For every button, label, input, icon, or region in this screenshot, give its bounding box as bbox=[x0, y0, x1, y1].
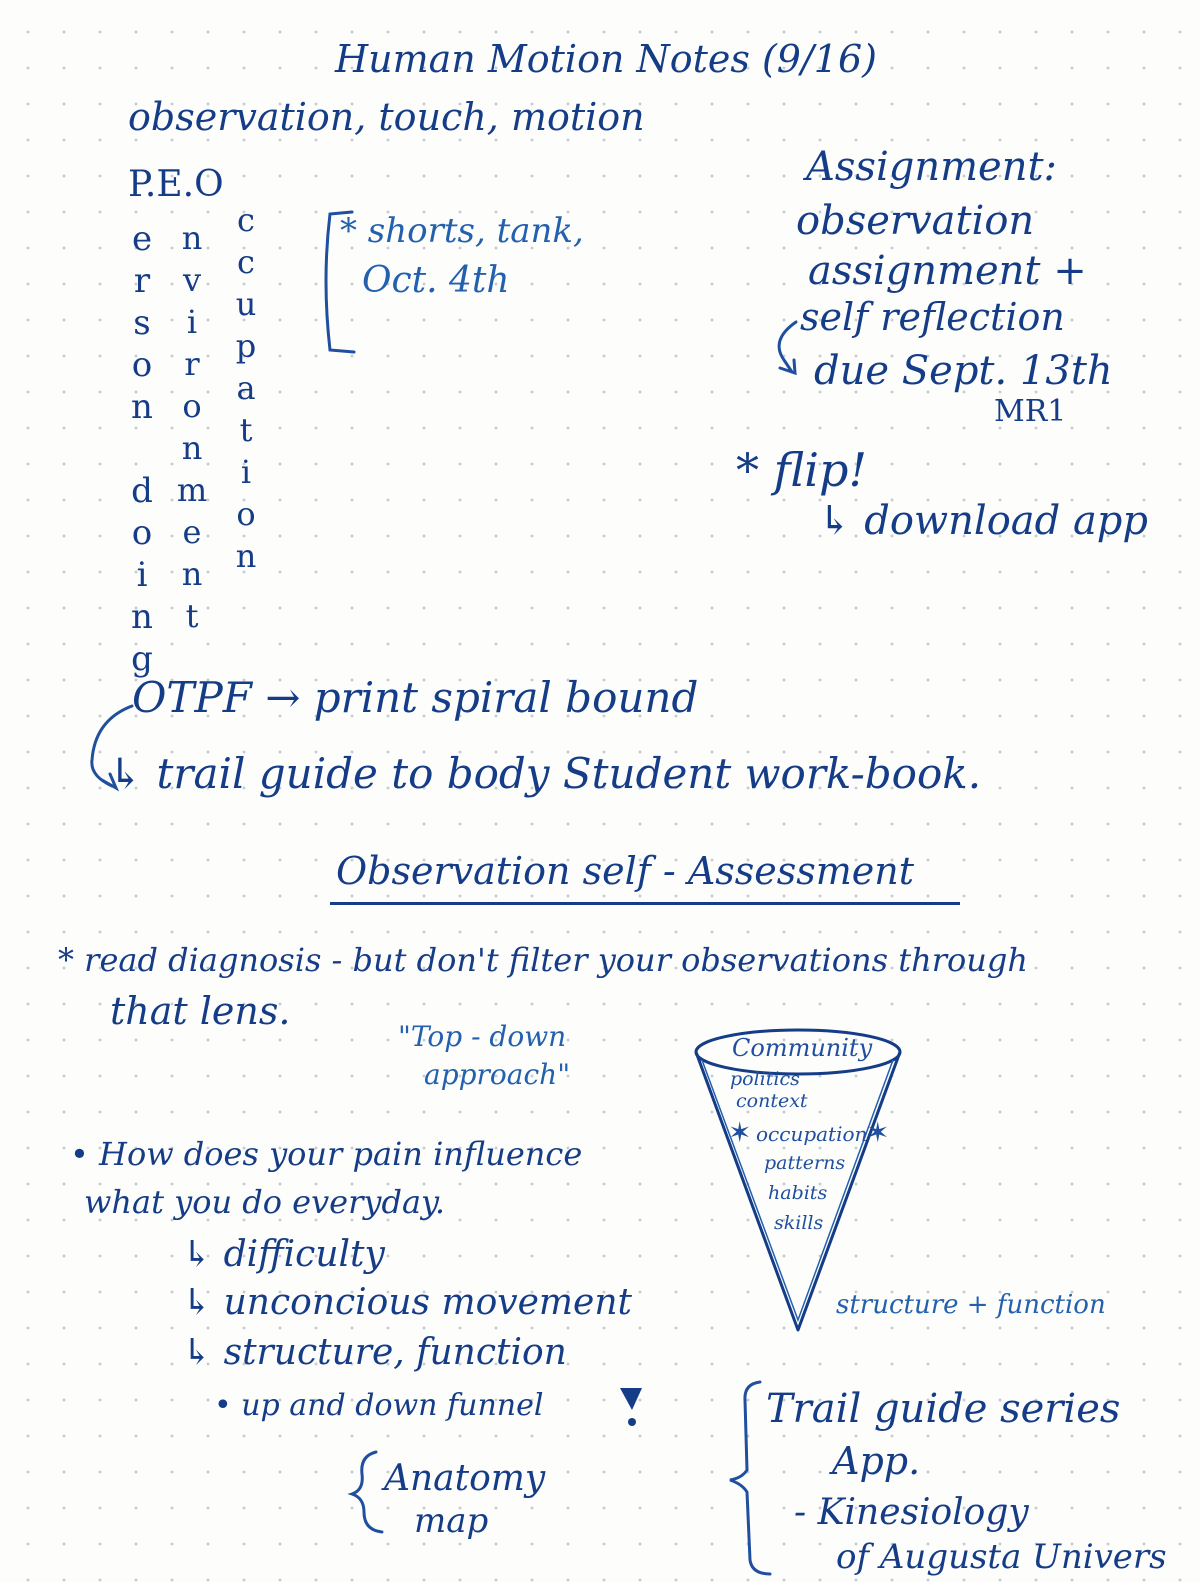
clothing-note-line1: * shorts, tank, bbox=[340, 211, 584, 251]
assignment-line4: self reflection bbox=[800, 295, 1065, 339]
subtitle: observation, touch, motion bbox=[128, 95, 645, 139]
person-doing-letter: d bbox=[131, 471, 153, 511]
flip-label: * flip! bbox=[736, 443, 867, 497]
person-doing-letter: r bbox=[133, 261, 151, 301]
assignment-line3: assignment + bbox=[808, 248, 1087, 294]
occupation-letter: o bbox=[236, 495, 256, 533]
trail-guide-workbook-line: ↳ trail guide to body Student work-book. bbox=[108, 749, 982, 798]
funnel-level-skills: skills bbox=[774, 1212, 824, 1234]
assignment-line6: MR1 bbox=[994, 394, 1067, 429]
occupation-letter: i bbox=[240, 453, 252, 491]
section-heading: Observation self - Assessment bbox=[336, 849, 915, 893]
environment-letter: v bbox=[182, 261, 202, 299]
funnel-level-politics: politics bbox=[730, 1068, 800, 1090]
person-doing-letter: i bbox=[136, 555, 148, 595]
funnel-bottom-label: structure + function bbox=[836, 1290, 1106, 1320]
environment-letter: n bbox=[181, 555, 203, 593]
assignment-line1: Assignment: bbox=[806, 144, 1058, 190]
environment-letter: r bbox=[184, 345, 200, 383]
page-title: Human Motion Notes (9/16) bbox=[335, 37, 877, 81]
top-down-line2: approach" bbox=[424, 1058, 571, 1091]
occupation-letter: c bbox=[237, 243, 255, 281]
anatomy-map-line1: Anatomy bbox=[384, 1458, 546, 1499]
environment-letter: o bbox=[182, 387, 202, 425]
pain-item-unconcious-movement: ↳ unconcious movement bbox=[182, 1282, 632, 1323]
pain-question-line1: • How does your pain influence bbox=[70, 1135, 583, 1173]
read-diagnosis-line1: * read diagnosis - but don't filter your observations through bbox=[58, 941, 1028, 979]
assignment-line2: observation bbox=[796, 198, 1035, 244]
environment-letter: n bbox=[181, 429, 203, 467]
occupation-letter: t bbox=[239, 411, 253, 449]
assignment-line5: due Sept. 13th bbox=[814, 348, 1113, 394]
pain-item-structure-function: ↳ structure, function bbox=[182, 1332, 567, 1373]
occupation-letter: p bbox=[235, 327, 257, 365]
flip-download-app: ↳ download app bbox=[818, 498, 1149, 544]
person-doing-letter: o bbox=[131, 345, 153, 385]
trail-series-line2: App. bbox=[832, 1439, 921, 1483]
trail-series-line4: of Augusta Univers bbox=[836, 1537, 1167, 1577]
environment-letter: e bbox=[182, 513, 202, 551]
funnel-level-community: Community bbox=[732, 1034, 873, 1062]
occupation-letter: c bbox=[237, 201, 255, 239]
environment-letter: n bbox=[181, 219, 203, 257]
funnel-level-occupation: occupation bbox=[756, 1122, 868, 1146]
top-down-line1: "Top - down bbox=[398, 1020, 567, 1053]
read-diagnosis-line2: that lens. bbox=[110, 989, 291, 1033]
otpf-line: OTPF → print spiral bound bbox=[132, 673, 699, 722]
occupation-letter: a bbox=[236, 369, 256, 407]
pain-question-line2: what you do everyday. bbox=[84, 1183, 446, 1221]
person-doing-letter: n bbox=[131, 597, 153, 637]
person-doing-letter: s bbox=[133, 303, 151, 343]
trail-series-line1: Trail guide series bbox=[766, 1386, 1121, 1432]
environment-letter: t bbox=[185, 597, 199, 635]
svg-text:✶: ✶ bbox=[866, 1116, 890, 1149]
svg-text:✶: ✶ bbox=[728, 1116, 752, 1149]
occupation-letter: n bbox=[235, 537, 257, 575]
funnel-level-habits: habits bbox=[768, 1182, 828, 1204]
trail-series-line3: - Kinesiology bbox=[794, 1492, 1029, 1533]
funnel-level-patterns: patterns bbox=[764, 1152, 846, 1174]
anatomy-map-line2: map bbox=[414, 1501, 489, 1541]
funnel-note: • up and down funnel bbox=[214, 1388, 544, 1423]
person-doing-letter: n bbox=[131, 387, 153, 427]
occupation-letter: u bbox=[235, 285, 257, 323]
person-doing-letter: o bbox=[131, 513, 153, 553]
environment-letter: i bbox=[186, 303, 198, 341]
peo-heading: P.E.O bbox=[128, 164, 224, 205]
section-heading-underline bbox=[330, 902, 960, 905]
environment-letter: m bbox=[176, 471, 208, 509]
funnel-level-context: context bbox=[736, 1090, 808, 1112]
pain-item-difficulty: ↳ difficulty bbox=[182, 1234, 385, 1275]
person-doing-letter: e bbox=[131, 219, 153, 259]
person-doing-letter: g bbox=[131, 639, 153, 679]
clothing-note-line2: Oct. 4th bbox=[362, 260, 510, 301]
